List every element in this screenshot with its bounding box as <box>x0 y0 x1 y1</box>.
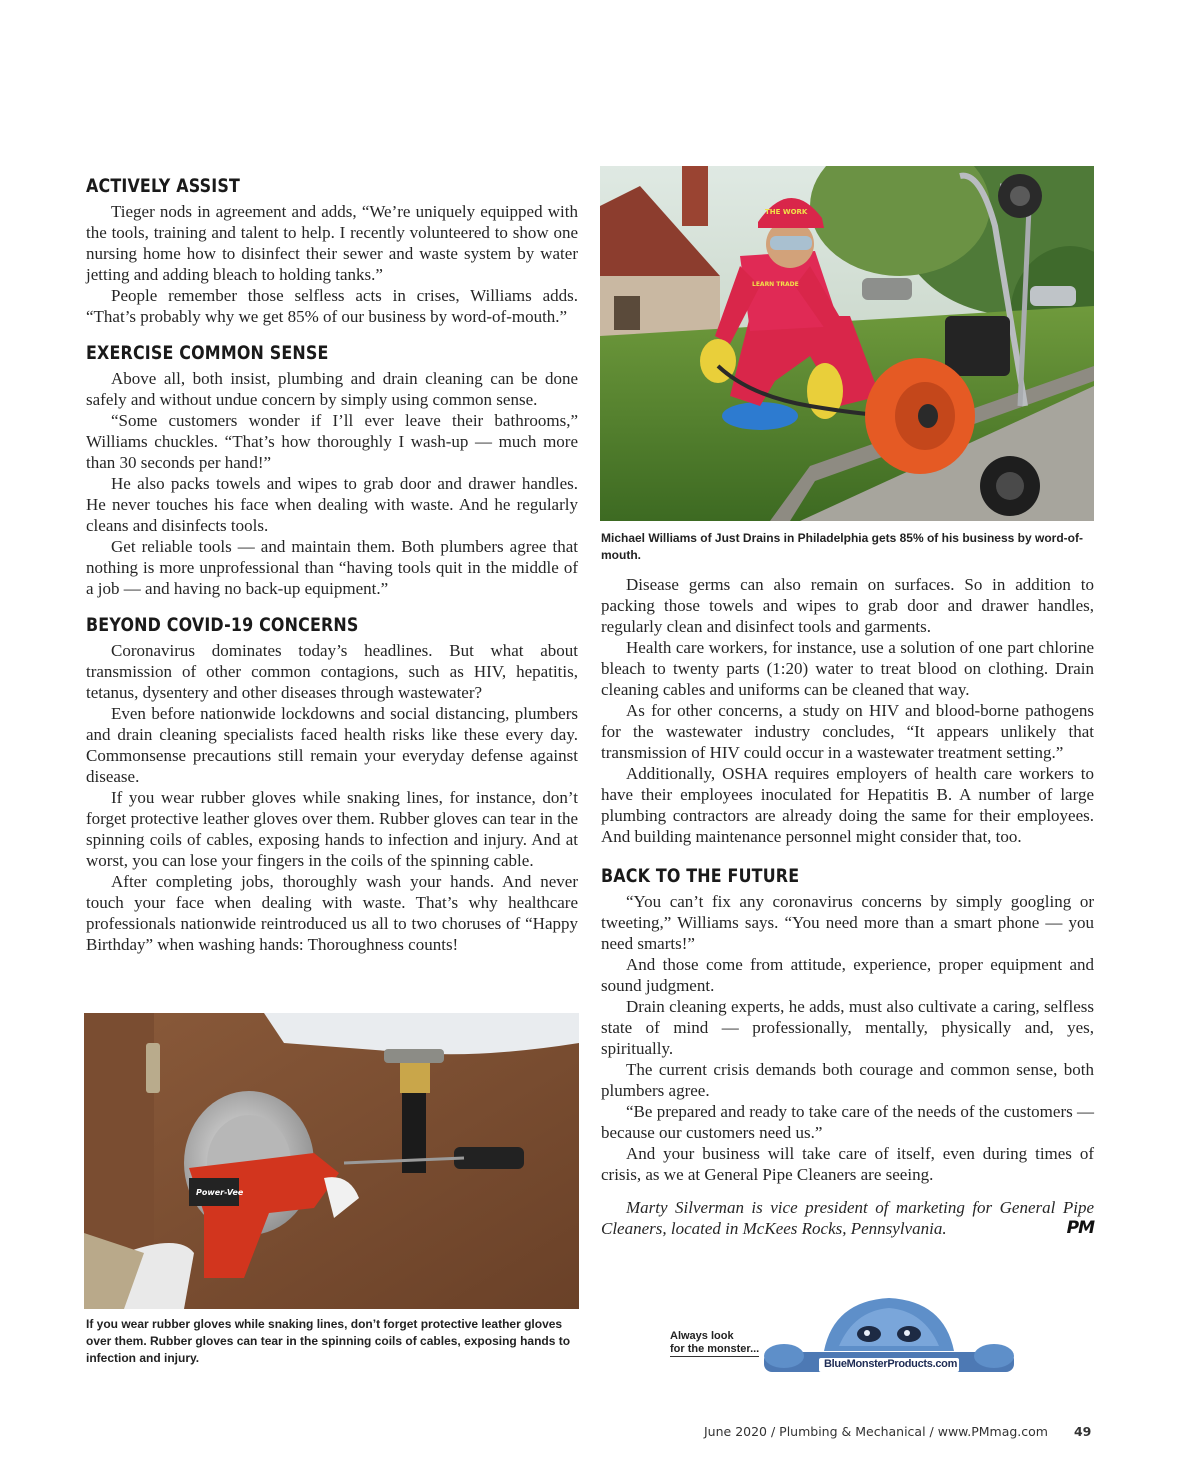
author-bio-text: Marty Silverman is vice president of marketing for General Pipe Cleaners, located in McKees Rocks, Pennsylvania. <box>601 1198 1094 1238</box>
ad-tagline <box>670 1330 759 1357</box>
paragraph: The current crisis demands both courage and common sense, both plumbers agree. <box>601 1060 1094 1100</box>
section-heading: ACTIVELY ASSIST <box>86 176 240 197</box>
paragraph: He also packs towels and wipes to grab door and drawer handles. He never touches his face when dealing with waste. And he regularly cleans and disinfects tools. <box>86 474 578 535</box>
photo-caption: If you wear rubber gloves while snaking lines, don’t forget protective leather gloves over them. Rubber gloves can tear in the spinning coils of cables, exposing hands to infection and injury. <box>86 1317 571 1365</box>
page-footer <box>704 1424 1091 1439</box>
author-bio <box>601 1197 1094 1239</box>
section-heading: EXERCISE COMMON SENSE <box>86 343 329 364</box>
paragraph: Disease germs can also remain on surfaces. So in addition to packing those towels and wipes to grab door and drawer handles, regularly clean and disinfect tools and garments. <box>601 575 1094 636</box>
paragraph: And those come from attitude, experience, proper equipment and sound judgment. <box>601 955 1094 995</box>
paragraph: Health care workers, for instance, use a solution of one part chlorine bleach to twenty parts (1:20) water to treat blood on clothing. Drain cleaning cables and uniforms can be cleaned that way. <box>601 638 1094 699</box>
paragraph: Additionally, OSHA requires employers of health care workers to have their employees inoculated for Hepatitis B. A number of large plumbing contractors are already doing the same for their employees. And building maintenance personnel might consider that, too. <box>601 764 1094 846</box>
paragraph: And your business will take care of itself, even during times of crisis, as we at General Pipe Cleaners are seeing. <box>601 1144 1094 1184</box>
paragraph: If you wear rubber gloves while snaking lines, for instance, don’t forget protective leather gloves over them. Rubber gloves can tear in the spinning coils of cables, exposing hands to infection and injury. And at worst, you can lose your fingers in the coils of the spinning cable. <box>86 788 578 870</box>
paragraph: Above all, both insist, plumbing and drain cleaning can be done safely and without undue concern by simply using common sense. <box>86 369 578 409</box>
drill-brand: Power-Vee <box>196 1188 244 1197</box>
blue-monster-ad[interactable] <box>668 1296 1018 1381</box>
hat-text: THE WORK <box>765 208 808 216</box>
ad-tagline-line: for the monster... <box>670 1343 760 1355</box>
ad-url[interactable]: BlueMonsterProducts.com <box>824 1358 958 1370</box>
paragraph: Get reliable tools — and maintain them. Both plumbers agree that nothing is more unprofessional than “having tools quit in the middle of a job — and having no back-up equipment.” <box>86 537 578 598</box>
ad-tagline-line: Always look <box>670 1330 734 1342</box>
paragraph: Drain cleaning experts, he adds, must also cultivate a caring, selfless state of mind — professionally, mentally, physically and, yes, spiritually. <box>601 997 1094 1058</box>
paragraph: Tieger nods in agreement and adds, “We’re uniquely equipped with the tools, training and talent to help. I recently volunteered to show one nursing home how to disinfect their sewer and waste system by water jetting and adding bleach to holding tanks.” <box>86 202 578 284</box>
page-number: 49 <box>1073 1424 1092 1439</box>
paragraph: After completing jobs, thoroughly wash your hands. And never touch your face when dealing with waste. That’s why healthcare professionals nationwide reintroduced us all to two choruses of “Happy Birthday” when washing hands: Thoroughness counts! <box>86 872 578 954</box>
paragraph: “Be prepared and ready to take care of the needs of the customers — because our customers need us.” <box>601 1102 1094 1142</box>
suit-text: LEARN TRADE <box>752 281 799 288</box>
section-heading: BEYOND COVID-19 CONCERNS <box>86 615 359 636</box>
drill-photo <box>84 1013 579 1309</box>
paragraph: People remember those selfless acts in crises, Williams adds. “That’s probably why we get 85% of our business by word-of-mouth.” <box>86 286 578 326</box>
paragraph: “Some customers wonder if I’ll ever leave their bathrooms,” Williams chuckles. “That’s how thoroughly I wash-up — much more than 30 seconds per hand!” <box>86 411 578 472</box>
left-column <box>86 174 578 955</box>
footer-text: June 2020 / Plumbing & Mechanical / www.PMmag.com <box>704 1424 1048 1439</box>
pm-logo: PM <box>1066 1218 1094 1238</box>
right-column <box>601 574 1094 1239</box>
paragraph: Even before nationwide lockdowns and social distancing, plumbers and drain cleaning specialists faced health risks like these every day. Commonsense precautions still remain your everyday defense against disease. <box>86 704 578 786</box>
paragraph: “You can’t fix any coronavirus concerns by simply googling or tweeting,” Williams says. “You need more than a smart phone — you need smarts!” <box>601 892 1094 953</box>
section-heading: BACK TO THE FUTURE <box>601 866 800 887</box>
paragraph: Coronavirus dominates today’s headlines. But what about transmission of other common contagions, such as HIV, hepatitis, tetanus, dysentery and other diseases through wastewater? <box>86 641 578 702</box>
plumber-photo <box>600 166 1094 521</box>
photo-caption: Michael Williams of Just Drains in Philadelphia gets 85% of his business by word-of-mouth. <box>601 531 1083 562</box>
paragraph: As for other concerns, a study on HIV and blood-borne pathogens for the wastewater industry concludes, “It appears unlikely that transmission of HIV could occur in a wastewater treatment setting.” <box>601 701 1094 762</box>
